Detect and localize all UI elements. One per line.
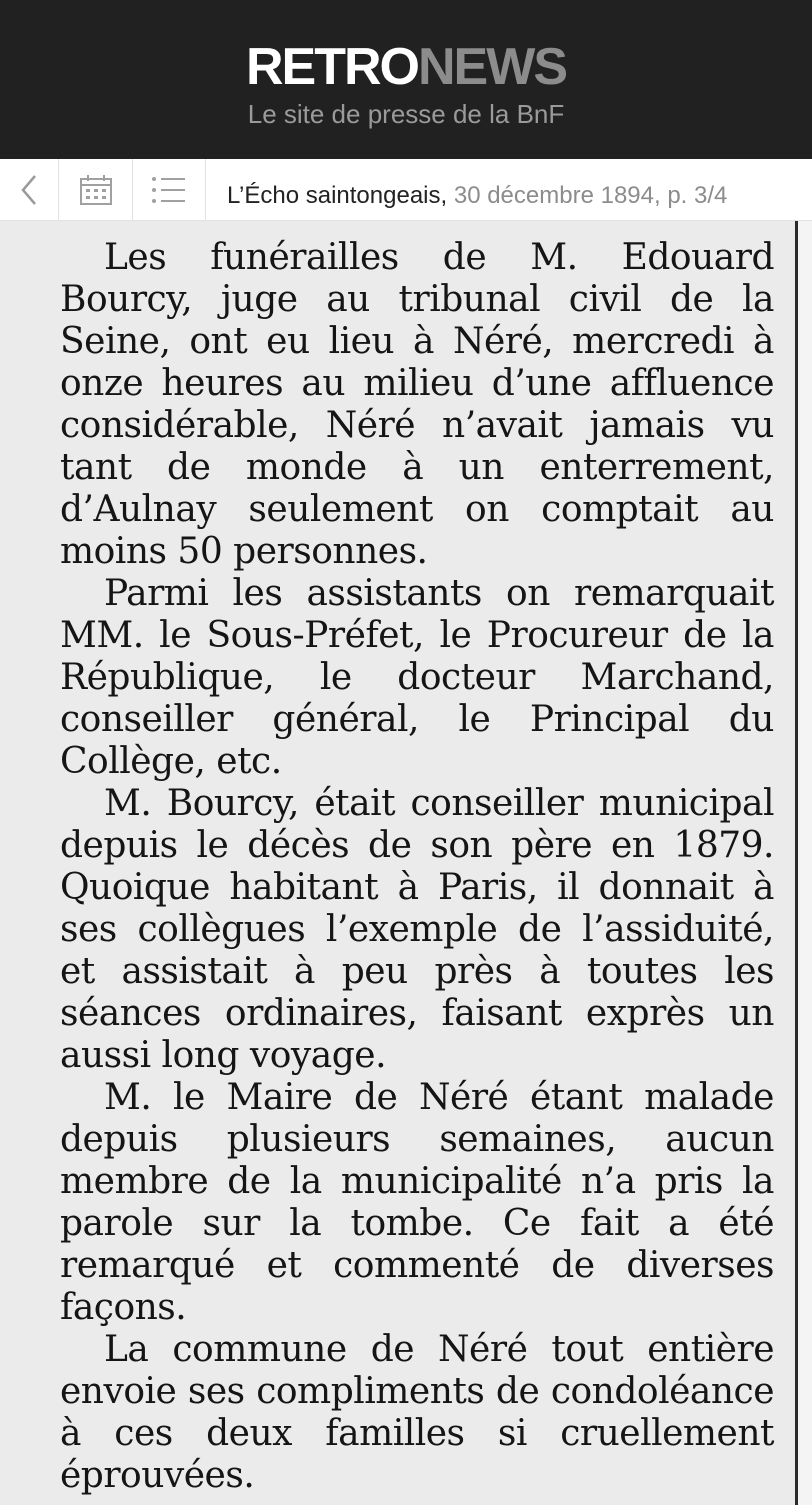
publication-name[interactable]: L’Écho saintongeais, xyxy=(227,182,448,209)
paragraph: M. Bourcy, était conseiller municipal depuis le décès de son père en 1879. Quoique habitant à Paris, il donnait à ses collègues l’exemple de l’assiduité, et assistait à peu près à toutes les séances ordinaires, faisant exprès un aussi long voyage. xyxy=(60,783,774,1076)
newspaper-scan[interactable] xyxy=(0,221,812,1505)
logo-news: NEWS xyxy=(418,38,566,96)
article-text xyxy=(60,237,774,1497)
calendar-button[interactable] xyxy=(59,159,133,220)
contents-button[interactable] xyxy=(133,159,206,220)
retronews-logo[interactable] xyxy=(0,36,812,98)
calendar-icon xyxy=(79,174,113,206)
paragraph: Les funérailles de M. Edouard Bourcy, juge au tribunal civil de la Seine, ont eu lieu à Néré, mercredi à onze heures au milieu d’une affluence considérable, Néré n’avait jamais vu tant de monde à un enterrement, d’Aulnay seulement on comptait au moins 50 personnes. xyxy=(60,237,774,572)
paragraph: La commune de Néré tout entière envoie ses compliments de condoléance à ces deux familles si cruellement éprouvées. xyxy=(60,1329,774,1496)
chevron-left-icon xyxy=(19,173,39,207)
issue-date-page: 30 décembre 1894, p. 3/4 xyxy=(447,182,728,209)
logo-retro: RETRO xyxy=(246,38,418,96)
paragraph: Parmi les assistants on remarquait MM. le Sous-Préfet, le Procureur de la République, le docteur Marchand, conseiller général, le Principal du Collège, etc. xyxy=(60,573,774,782)
site-header xyxy=(0,0,812,159)
list-icon xyxy=(151,175,187,205)
issue-title xyxy=(227,159,727,220)
reader-toolbar xyxy=(0,159,812,221)
back-button[interactable] xyxy=(0,159,59,220)
paragraph: M. le Maire de Néré étant malade depuis plusieurs semaines, aucun membre de la municipalité n’a pris la parole sur la tombe. Ce fait a été remarqué et commenté de diverses façons. xyxy=(60,1077,774,1328)
site-tagline: Le site de presse de la BnF xyxy=(247,99,565,129)
page-edge xyxy=(798,221,812,1505)
